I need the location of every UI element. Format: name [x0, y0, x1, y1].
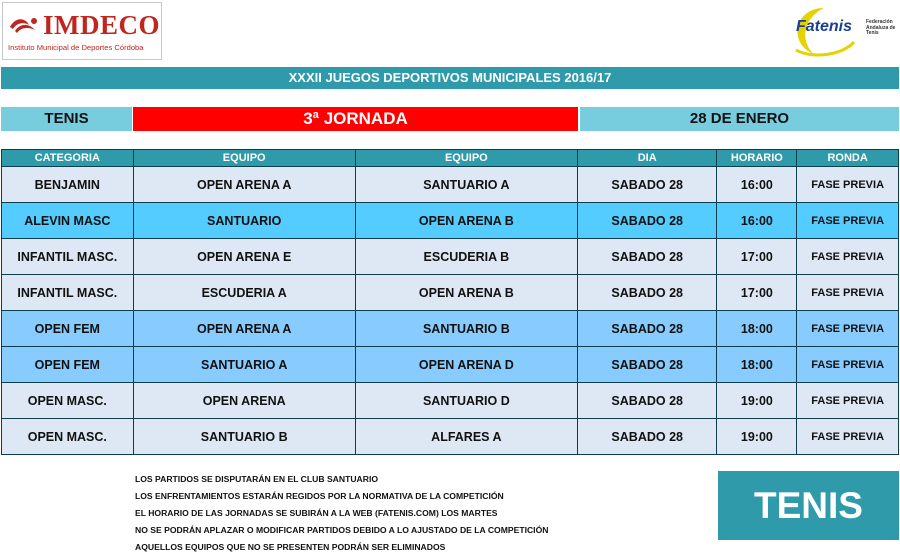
table-row	[2, 311, 899, 347]
cell-ronda: FASE PREVIA	[797, 383, 899, 419]
sport-footer-badge: TENIS	[718, 471, 899, 540]
table-row	[2, 347, 899, 383]
cell-ronda: FASE PREVIA	[797, 203, 899, 239]
cell-equipo-2: ESCUDERIA B	[355, 239, 577, 275]
notes-list	[135, 471, 548, 556]
cell-dia: SABADO 28	[577, 203, 717, 239]
cell-dia: SABADO 28	[577, 311, 717, 347]
schedule-table	[1, 149, 899, 455]
cell-dia: SABADO 28	[577, 347, 717, 383]
column-header-categoria: CATEGORIA	[2, 150, 134, 167]
imdeco-emblem-icon	[7, 13, 41, 39]
cell-equipo-1: OPEN ARENA A	[133, 311, 355, 347]
column-header-equipo-2: EQUIPO	[355, 150, 577, 167]
table-row	[2, 419, 899, 455]
table-row	[2, 275, 899, 311]
note-line: LOS PARTIDOS SE DISPUTARÁN EN EL CLUB SANTUARIO	[135, 474, 379, 484]
column-header-ronda: RONDA	[797, 150, 899, 167]
table-header-row	[2, 150, 899, 167]
cell-equipo-1: ESCUDERIA A	[133, 275, 355, 311]
imdeco-logo	[2, 2, 162, 60]
cell-horario: 19:00	[717, 383, 797, 419]
cell-equipo-2: SANTUARIO D	[355, 383, 577, 419]
table-row	[2, 239, 899, 275]
column-header-horario: HORARIO	[717, 150, 797, 167]
table-row	[2, 167, 899, 203]
cell-equipo-2: SANTUARIO B	[355, 311, 577, 347]
cell-ronda: FASE PREVIA	[797, 239, 899, 275]
cell-categoria: INFANTIL MASC.	[2, 239, 134, 275]
cell-categoria: ALEVIN MASC	[2, 203, 134, 239]
cell-dia: SABADO 28	[577, 239, 717, 275]
cell-ronda: FASE PREVIA	[797, 347, 899, 383]
cell-horario: 17:00	[717, 275, 797, 311]
cell-horario: 16:00	[717, 203, 797, 239]
cell-horario: 18:00	[717, 347, 797, 383]
cell-dia: SABADO 28	[577, 419, 717, 455]
cell-equipo-1: OPEN ARENA	[133, 383, 355, 419]
cell-categoria: INFANTIL MASC.	[2, 275, 134, 311]
imdeco-logo-name: IMDECO	[43, 10, 160, 40]
cell-equipo-1: SANTUARIO A	[133, 347, 355, 383]
cell-equipo-1: OPEN ARENA E	[133, 239, 355, 275]
page-title: XXXII JUEGOS DEPORTIVOS MUNICIPALES 2016/17	[1, 67, 899, 89]
cell-equipo-2: OPEN ARENA B	[355, 203, 577, 239]
cell-equipo-2: ALFARES A	[355, 419, 577, 455]
cell-categoria: OPEN FEM	[2, 311, 134, 347]
schedule-table-body	[2, 167, 899, 455]
cell-dia: SABADO 28	[577, 275, 717, 311]
cell-categoria: OPEN MASC.	[2, 383, 134, 419]
fatenis-logo-name: Fatenis	[796, 18, 853, 35]
cell-categoria: BENJAMIN	[2, 167, 134, 203]
column-header-dia: DIA	[577, 150, 717, 167]
cell-equipo-2: OPEN ARENA D	[355, 347, 577, 383]
note-line: NO SE PODRÁN APLAZAR O MODIFICAR PARTIDOS DEBIDO A LO AJUSTADO DE LA COMPETICIÓN	[135, 525, 549, 535]
cell-ronda: FASE PREVIA	[797, 419, 899, 455]
fatenis-logo	[784, 2, 898, 60]
note-line: EL HORARIO DE LAS JORNADAS SE SUBIRÁN A LA WEB (FATENIS.COM) LOS MARTES	[135, 508, 498, 518]
cell-horario: 16:00	[717, 167, 797, 203]
cell-equipo-2: SANTUARIO A	[355, 167, 577, 203]
cell-ronda: FASE PREVIA	[797, 167, 899, 203]
note-line: LOS ENFRENTAMIENTOS ESTARÁN REGIDOS POR LA NORMATIVA DE LA COMPETICIÓN	[135, 491, 504, 501]
cell-equipo-1: OPEN ARENA A	[133, 167, 355, 203]
cell-equipo-2: OPEN ARENA B	[355, 275, 577, 311]
cell-ronda: FASE PREVIA	[797, 275, 899, 311]
note-line: AQUELLOS EQUIPOS QUE NO SE PRESENTEN PODRÁN SER ELIMINADOS	[135, 542, 446, 552]
jornada-label: 3ª JORNADA	[133, 107, 578, 131]
fatenis-subtitle-line: Tenis	[866, 30, 879, 37]
cell-categoria: OPEN MASC.	[2, 419, 134, 455]
fatenis-subtitle-line: Andaluza de	[866, 24, 896, 31]
cell-dia: SABADO 28	[577, 167, 717, 203]
cell-dia: SABADO 28	[577, 383, 717, 419]
cell-horario: 19:00	[717, 419, 797, 455]
fatenis-subtitle-line: Federación	[866, 19, 893, 25]
table-row	[2, 383, 899, 419]
cell-categoria: OPEN FEM	[2, 347, 134, 383]
cell-ronda: FASE PREVIA	[797, 311, 899, 347]
date-label: 28 DE ENERO	[580, 107, 899, 131]
cell-equipo-1: SANTUARIO	[133, 203, 355, 239]
cell-equipo-1: SANTUARIO B	[133, 419, 355, 455]
table-row	[2, 203, 899, 239]
fatenis-logo-subtitle	[866, 20, 895, 37]
cell-horario: 18:00	[717, 311, 797, 347]
sport-label: TENIS	[1, 107, 132, 131]
cell-horario: 17:00	[717, 239, 797, 275]
column-header-equipo-1: EQUIPO	[133, 150, 355, 167]
imdeco-logo-subtitle: Instituto Municipal de Deportes Córdoba	[8, 43, 144, 52]
